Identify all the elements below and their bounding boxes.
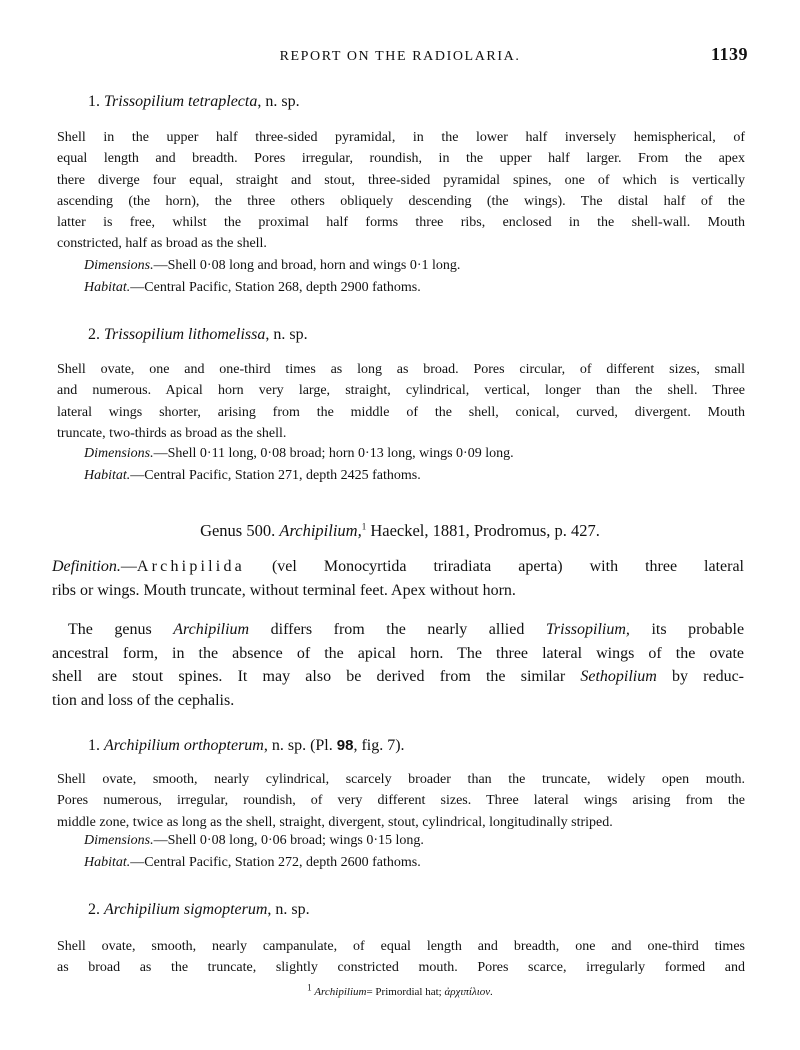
family-name: Archipilida bbox=[136, 558, 245, 575]
footnote bbox=[0, 982, 800, 998]
species-suffix: , n. sp. bbox=[257, 93, 300, 110]
species-heading-tetraplecta bbox=[88, 93, 300, 111]
footnote-term: Archipilium bbox=[314, 986, 367, 998]
text-line: Shell ovate, one and one-third times as long as broad. Pores circular, of different sizes, small bbox=[57, 362, 745, 377]
text-line: Shell in the upper half three-sided pyramidal, in the lower half inversely hemispherical, of bbox=[57, 130, 745, 145]
definition-line-1: Definition.—Archipilida (vel Monocyrtida triradiata aperta) with three lateral bbox=[52, 558, 745, 575]
running-header: REPORT ON THE RADIOLARIA. bbox=[279, 49, 521, 64]
species-heading-lithomelissa bbox=[88, 326, 308, 344]
species-name: Trissopilium tetraplecta bbox=[104, 93, 258, 110]
text-line: latter is free, whilst the proximal half forms three ribs, enclosed in the shell-wall. Mouth bbox=[57, 215, 745, 231]
habitat-text: —Central Pacific, Station 271, depth 2425 fathoms. bbox=[130, 467, 421, 483]
genus-heading bbox=[0, 521, 800, 541]
habitat bbox=[84, 465, 514, 487]
text-run: shell are stout spines. It may also be derived from the similar bbox=[52, 668, 566, 686]
species-description-orthopterum bbox=[57, 769, 745, 833]
species-description-tetraplecta bbox=[57, 127, 745, 255]
text-run: The genus bbox=[68, 621, 152, 638]
discussion-line-2: ancestral form, in the absence of the apical horn. The three lateral wings of the ovate bbox=[52, 644, 744, 662]
habitat-text: —Central Pacific, Station 272, depth 2600 fathoms. bbox=[130, 854, 421, 870]
genus-ref: Sethopilium bbox=[580, 668, 657, 686]
definition-text: (vel Monocyrtida triradiata aperta) with three lateral bbox=[271, 558, 745, 575]
dimensions-text: —Shell 0·08 long and broad, horn and wings 0·1 long. bbox=[153, 258, 461, 273]
habitat-label: Habitat. bbox=[84, 279, 131, 295]
text-line: there diverge four equal, straight and stout, three-sided pyramidal spines, one of which is vertically bbox=[57, 172, 745, 188]
text-line: constricted, half as broad as the shell. bbox=[57, 236, 267, 252]
species-heading-orthopterum bbox=[88, 737, 405, 755]
figure-ref: , fig. 7). bbox=[353, 737, 405, 754]
dimensions bbox=[84, 443, 514, 465]
definition-line-2: ribs or wings. Mouth truncate, without terminal feet. Apex without horn. bbox=[52, 581, 516, 599]
genus-definition bbox=[52, 555, 744, 602]
species-description-lithomelissa bbox=[57, 359, 745, 444]
text-line: truncate, two-thirds as broad as the shell. bbox=[57, 425, 287, 441]
text-line: Pores numerous, irregular, roundish, of very different sizes. Three lateral wings arising from the bbox=[57, 793, 745, 809]
species-number: 2. bbox=[88, 901, 100, 918]
habitat bbox=[84, 277, 460, 299]
genus-ref: Trissopilium, bbox=[545, 621, 630, 638]
species-meta-lithomelissa bbox=[84, 443, 514, 486]
definition-label: Definition. bbox=[52, 558, 121, 575]
species-description-sigmopterum bbox=[57, 936, 745, 979]
footnote-marker: 1 bbox=[307, 982, 312, 993]
text-line: ascending (the horn), the three others obliquely descending (the wings). The distal half of the bbox=[57, 193, 745, 209]
page-number: 1139 bbox=[710, 44, 748, 64]
species-name: Archipilium sigmopterum bbox=[104, 901, 268, 918]
species-name: Archipilium orthopterum bbox=[104, 737, 264, 754]
species-name: Trissopilium lithomelissa bbox=[104, 326, 266, 343]
species-meta-tetraplecta bbox=[84, 255, 460, 298]
genus-prefix: Genus 500. bbox=[200, 521, 276, 540]
species-number: 1. bbox=[88, 737, 100, 754]
discussion-line-3 bbox=[52, 665, 744, 689]
species-suffix: , n. sp. (Pl. bbox=[263, 737, 333, 754]
species-meta-orthopterum bbox=[84, 830, 424, 873]
discussion-line-4: tion and loss of the cephalis. bbox=[52, 692, 235, 710]
dimensions-text: —Shell 0·11 long, 0·08 broad; horn 0·13 long, wings 0·09 long. bbox=[153, 446, 514, 461]
species-heading-sigmopterum bbox=[88, 901, 310, 919]
genus-discussion bbox=[52, 618, 744, 713]
text-line: middle zone, twice as long as the shell, straight, divergent, stout, cylindrical, longitudinally striped. bbox=[57, 814, 613, 830]
footnote-marker: 1 bbox=[361, 521, 367, 532]
text-line: as broad as the truncate, slightly constricted mouth. Pores scarce, irregularly formed and bbox=[57, 960, 745, 976]
text-run: by reduc- bbox=[671, 668, 745, 686]
dimensions bbox=[84, 830, 424, 852]
species-number: 2. bbox=[88, 326, 100, 343]
species-number: 1. bbox=[88, 93, 100, 110]
text-line: lateral wings shorter, arising from the middle of the shell, conical, curved, divergent. Mouth bbox=[57, 404, 745, 420]
habitat bbox=[84, 852, 424, 874]
text-line: Shell ovate, smooth, nearly cylindrical, scarcely broader than the truncate, widely open mouth. bbox=[57, 772, 745, 787]
habitat-label: Habitat. bbox=[84, 467, 131, 483]
habitat-label: Habitat. bbox=[84, 854, 131, 870]
text-line: equal length and breadth. Pores irregular, roundish, in the upper half larger. From the apex bbox=[57, 151, 745, 167]
dimensions bbox=[84, 255, 460, 277]
genus-citation: Haeckel, 1881, Prodromus, p. 427. bbox=[370, 521, 600, 540]
species-suffix: , n. sp. bbox=[265, 326, 308, 343]
dimensions-label: Dimensions. bbox=[84, 833, 154, 848]
dimensions-text: —Shell 0·08 long, 0·06 broad; wings 0·15 long. bbox=[153, 833, 424, 848]
dimensions-label: Dimensions. bbox=[84, 258, 154, 273]
text-line: and numerous. Apical horn very large, straight, cylindrical, vertical, longer than the shell. Three bbox=[57, 383, 745, 399]
text-line: Shell ovate, smooth, nearly campanulate, of equal length and breadth, one and one-third times bbox=[57, 939, 745, 954]
plate-number: 98 bbox=[336, 737, 354, 754]
footnote-text: = Primordial hat; bbox=[366, 986, 442, 998]
habitat-text: —Central Pacific, Station 268, depth 2900 fathoms. bbox=[130, 279, 421, 295]
species-suffix: , n. sp. bbox=[267, 901, 310, 918]
genus-ref: Archipilium bbox=[173, 621, 250, 638]
text-run: differs from the nearly allied bbox=[270, 621, 525, 638]
discussion-line-1 bbox=[52, 618, 744, 642]
footnote-greek: ἀρχιπίλιον. bbox=[444, 986, 493, 998]
text-run: its probable bbox=[651, 621, 745, 638]
dimensions-label: Dimensions. bbox=[84, 446, 154, 461]
genus-name: Archipilium, bbox=[279, 521, 362, 540]
